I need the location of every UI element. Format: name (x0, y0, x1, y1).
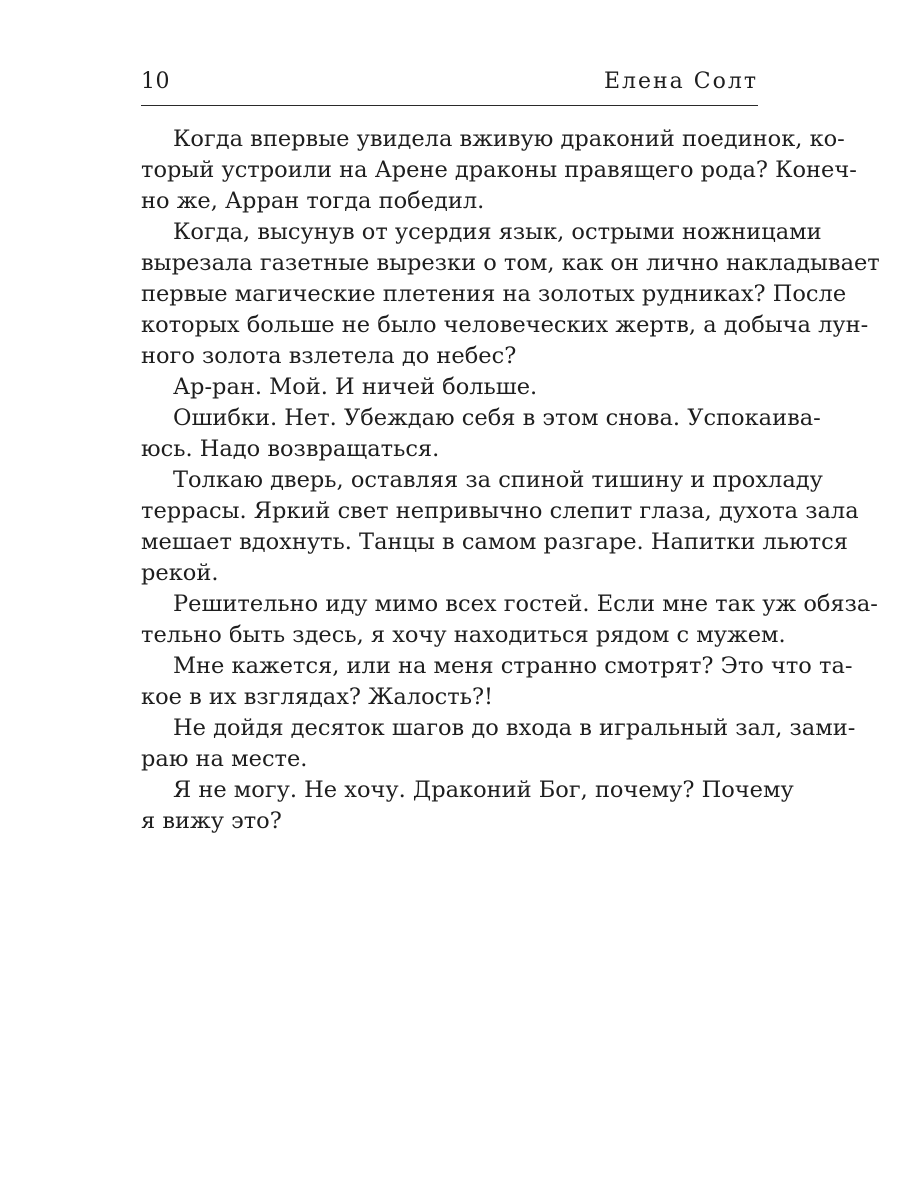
text-line: террасы. Яркий свет непривычно слепит глаза, духота зала (141, 498, 859, 524)
text-line: первые магические плетения на золотых рудниках? После (141, 281, 847, 307)
text-line: Толкаю дверь, оставляя за спиной тишину и прохладу (173, 467, 823, 493)
text-line: Когда впервые увидела вживую драконий поединок, ко- (173, 126, 845, 152)
header-rule (141, 105, 758, 106)
text-line: мешает вдохнуть. Танцы в самом разгаре. Напитки льются (141, 529, 848, 555)
author-name: Елена Солт (603, 69, 758, 94)
text-line: Решительно иду мимо всех гостей. Если мне так уж обяза- (173, 591, 878, 617)
text-line: Когда, высунув от усердия язык, острыми ножницами (173, 219, 822, 245)
text-line: юсь. Надо возвращаться. (141, 436, 440, 462)
text-line: но же, Арран тогда победил. (141, 188, 485, 214)
body-text (141, 124, 880, 837)
text-line: Мне кажется, или на меня странно смотрят? Это что та- (173, 653, 853, 679)
text-line: торый устроили на Арене драконы правящего рода? Конеч- (141, 157, 857, 183)
text-line: которых больше не было человеческих жертв, а добыча лун- (141, 312, 869, 338)
text-line: Ошибки. Нет. Убеждаю себя в этом снова. Успокаива- (173, 405, 821, 431)
text-line: вырезала газетные вырезки о том, как он лично накладывает (141, 250, 880, 276)
text-line: Не дойдя десяток шагов до входа в игральный зал, зами- (173, 715, 856, 741)
text-line: раю на месте. (141, 746, 308, 772)
page-number: 10 (141, 69, 170, 94)
running-header (141, 64, 758, 100)
text-line: тельно быть здесь, я хочу находиться рядом с мужем. (141, 622, 786, 648)
text-line: рекой. (141, 560, 219, 586)
text-line: кое в их взглядах? Жалость?! (141, 684, 494, 710)
text-line: я вижу это? (141, 808, 282, 834)
text-line: ного золота взлетела до небес? (141, 343, 517, 369)
text-line: Я не могу. Не хочу. Драконий Бог, почему? Почему (173, 777, 794, 803)
text-line: Ар-ран. Мой. И ничей больше. (173, 374, 538, 400)
